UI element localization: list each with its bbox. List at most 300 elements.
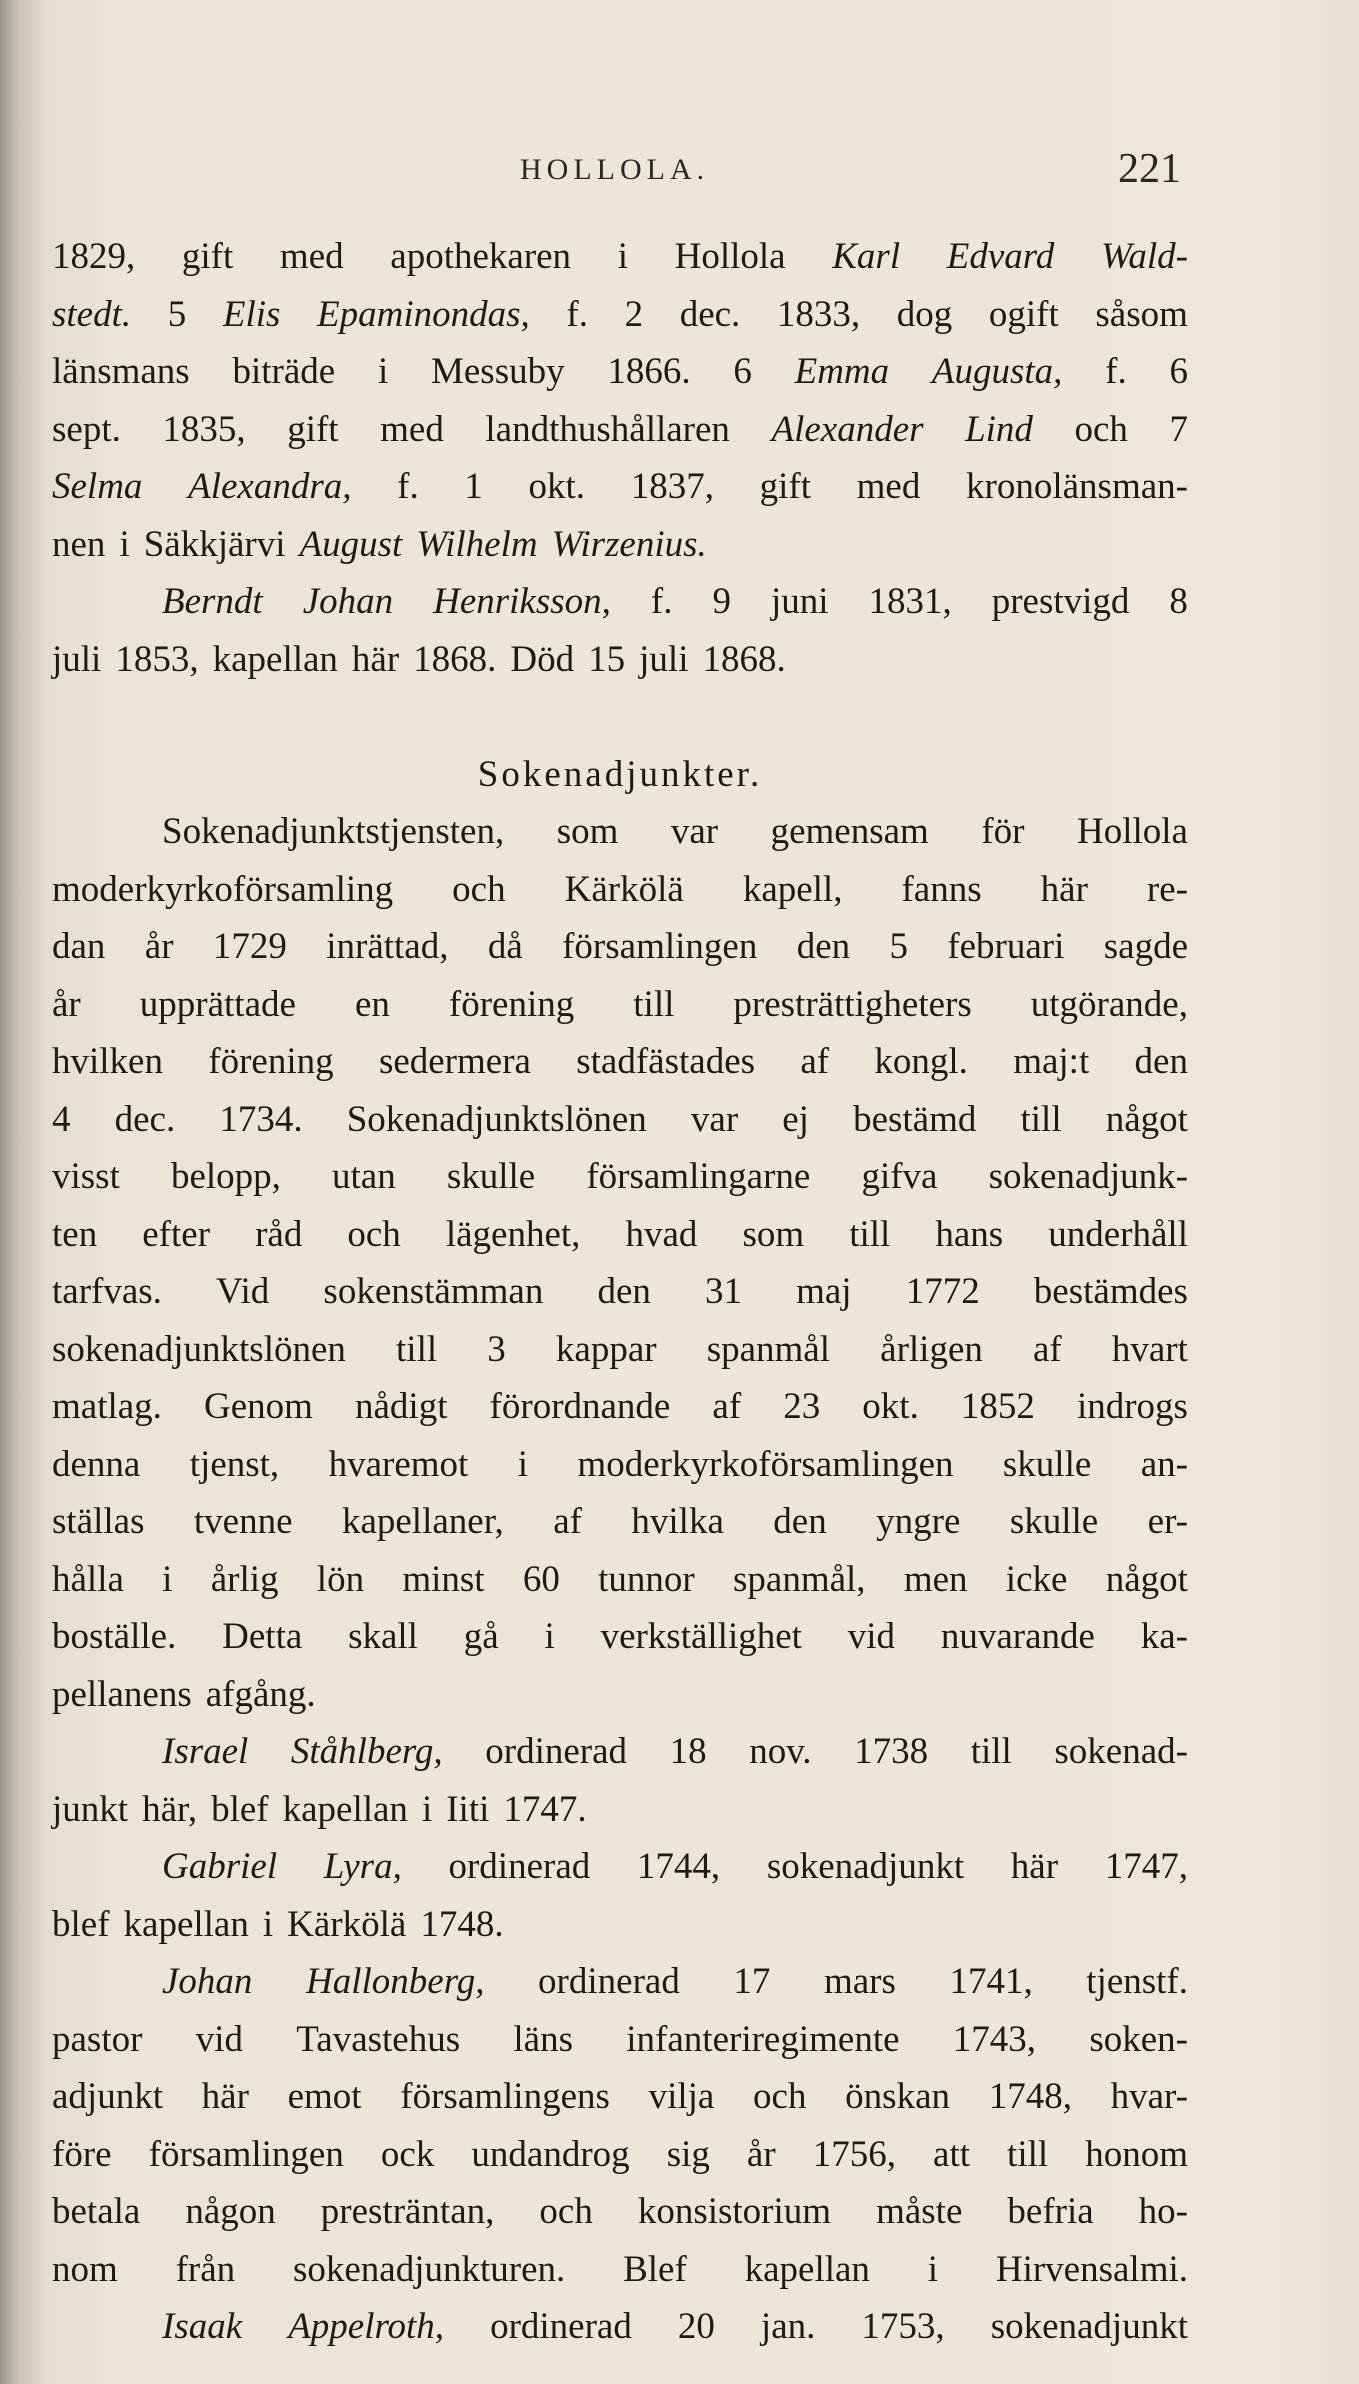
text-line <box>52 803 1188 861</box>
word: med <box>380 408 444 450</box>
word: pellanens <box>52 1673 192 1715</box>
word: i <box>421 1788 433 1830</box>
word: hvaremot <box>328 1443 469 1485</box>
word: Edvard <box>946 236 1055 277</box>
word: Kärkölä <box>564 868 684 910</box>
word: stedt. <box>52 293 132 335</box>
word: 1738 <box>854 1731 929 1772</box>
word: år <box>746 2133 776 2175</box>
text-line <box>52 1378 1188 1436</box>
word: Epaminondas, <box>317 293 530 335</box>
text-line <box>52 1666 1188 1724</box>
word: dog <box>896 293 953 335</box>
word: i <box>544 1616 555 1657</box>
word: Sokenadjunktslönen <box>346 1098 647 1140</box>
word: moderkyrkoförsamlingen <box>577 1443 954 1485</box>
word: bestämd <box>853 1098 977 1140</box>
word: Lind <box>965 408 1033 450</box>
word: Berndt <box>162 581 263 622</box>
word: kappar <box>555 1328 657 1370</box>
word: vid <box>847 1616 896 1657</box>
text-line <box>52 458 1188 516</box>
word: undandrog <box>471 2133 630 2175</box>
word: lön <box>316 1558 365 1600</box>
word: Messuby <box>430 351 565 392</box>
word: hvad <box>625 1213 698 1255</box>
word: 15 <box>588 638 626 680</box>
word: år <box>52 983 81 1025</box>
text-line <box>52 2298 1188 2356</box>
text-line <box>52 631 1188 689</box>
word: vid <box>195 2018 243 2060</box>
word: dec. <box>114 1098 176 1140</box>
word: soken- <box>1089 2018 1188 2060</box>
word: 1743, <box>952 2018 1037 2060</box>
word: Detta <box>222 1616 303 1657</box>
word: honom <box>1085 2133 1188 2175</box>
word: 1866. <box>607 351 691 392</box>
page-number: 221 <box>1118 146 1181 192</box>
word: spanmål <box>706 1328 831 1370</box>
word: spanmål, <box>733 1558 866 1600</box>
word: länsmans <box>52 351 190 392</box>
text-line <box>52 228 1188 286</box>
word: i <box>119 523 130 565</box>
word: adjunkt <box>52 2076 163 2117</box>
word: 1835, <box>162 408 246 450</box>
word: er- <box>1147 1501 1188 1542</box>
text-line <box>52 861 1188 919</box>
word: hvart <box>1111 1328 1188 1370</box>
word: tarfvas. <box>52 1271 162 1312</box>
word: Ståhlberg, <box>290 1731 443 1772</box>
word: 2 <box>624 293 644 335</box>
word: juli <box>52 638 102 680</box>
word: 1852 <box>960 1386 1035 1427</box>
word: 1831, <box>868 581 952 622</box>
text-line <box>52 918 1188 976</box>
text-line <box>52 688 1188 746</box>
word: 1734. <box>219 1098 303 1140</box>
word: Hollola <box>674 236 786 277</box>
word: kronolänsman- <box>966 466 1188 507</box>
word: Genom <box>204 1386 313 1427</box>
word: 60 <box>522 1558 560 1600</box>
word: hvar- <box>1110 2076 1188 2117</box>
word: med <box>856 466 921 507</box>
word: den <box>773 1501 827 1542</box>
word: biträde <box>232 351 336 392</box>
word: Iiti <box>446 1788 490 1830</box>
word: infanteriregimente <box>626 2018 900 2060</box>
word: sig <box>666 2133 710 2175</box>
word: yngre <box>876 1501 961 1542</box>
word: Karl <box>832 236 901 277</box>
word: Vid <box>216 1271 270 1312</box>
word: var <box>670 811 719 852</box>
text-line <box>52 2241 1188 2299</box>
word: här <box>351 638 400 680</box>
text-line <box>52 2126 1188 2184</box>
word: Isaak <box>162 2306 243 2347</box>
word: i <box>162 1558 173 1600</box>
word: till <box>1020 1098 1062 1140</box>
word: Sokenadjunktstjensten, <box>162 811 505 852</box>
word: nom <box>52 2248 118 2290</box>
word: 7 <box>1169 408 1188 450</box>
word: 1747, <box>1104 1846 1188 1887</box>
word: 1 <box>464 466 483 507</box>
word: 5 <box>889 926 908 967</box>
word: moderkyrkoförsamling <box>52 868 394 910</box>
text-line <box>52 2183 1188 2241</box>
word: den <box>597 1271 651 1312</box>
text-line <box>52 343 1188 401</box>
word: 1756, <box>812 2133 896 2175</box>
word: ogift <box>988 293 1059 335</box>
word: här <box>1010 1846 1059 1887</box>
word: ho- <box>1138 2191 1188 2232</box>
word: ställas <box>52 1501 145 1542</box>
word: församlingen <box>148 2133 344 2175</box>
word: an- <box>1140 1443 1188 1485</box>
text-line <box>52 1551 1188 1609</box>
word: 3 <box>487 1328 506 1370</box>
word: 4 <box>52 1098 71 1140</box>
word: verkställighet <box>600 1616 802 1657</box>
text-line <box>52 1091 1188 1149</box>
word: en <box>354 983 390 1025</box>
word: gå <box>463 1616 499 1657</box>
text-line <box>52 1896 1188 1954</box>
word: Emma <box>794 351 890 392</box>
word: önskan <box>845 2076 950 2117</box>
word: 23 <box>783 1386 821 1427</box>
word: såsom <box>1095 293 1188 335</box>
word: och <box>452 868 506 910</box>
word: dan <box>52 926 106 967</box>
word: före <box>52 2133 112 2175</box>
word: skulle <box>446 1156 536 1197</box>
word: Hallonberg, <box>306 1961 485 2002</box>
word: Elis <box>222 293 281 335</box>
word: sokenadjunkt <box>766 1846 965 1887</box>
word: 6 <box>1169 351 1188 392</box>
word: sokenstämman <box>323 1271 544 1312</box>
word: här <box>201 2076 249 2117</box>
word: vilja <box>648 2076 715 2117</box>
word: Wilhelm <box>416 523 538 565</box>
word: 1748, <box>988 2076 1072 2117</box>
word: belopp, <box>170 1156 281 1197</box>
word: 5 <box>167 293 187 335</box>
text-line <box>52 1033 1188 1091</box>
word: 6 <box>733 351 752 392</box>
word: presträttigheters <box>733 983 972 1025</box>
word: tvenne <box>193 1501 293 1542</box>
text-line <box>52 1436 1188 1494</box>
word: betala <box>52 2191 141 2232</box>
text-line <box>52 573 1188 631</box>
word: mars <box>823 1961 896 2002</box>
word: den <box>796 926 851 967</box>
word: Johan <box>162 1961 253 2002</box>
text-line <box>52 401 1188 459</box>
word: som <box>556 811 619 852</box>
word: gift <box>759 466 811 507</box>
word: skulle <box>1009 1501 1099 1542</box>
word: Alexandra, <box>188 466 352 507</box>
word: icke <box>1005 1558 1068 1600</box>
text-line <box>52 516 1188 574</box>
word: kapellan <box>282 1788 408 1830</box>
word: utgörande, <box>1030 983 1188 1025</box>
word: 1753, <box>861 2306 945 2347</box>
word: 1741, <box>949 1961 1033 2002</box>
word: inrättad, <box>326 926 449 967</box>
word: gifva <box>861 1156 938 1197</box>
word: Selma <box>52 466 143 507</box>
text-line <box>52 1838 1188 1896</box>
word: blef <box>52 1903 110 1945</box>
word: Kärkölä <box>287 1903 407 1945</box>
word: 8 <box>1169 581 1188 622</box>
word: befria <box>1007 2191 1094 2232</box>
word: tunnor <box>598 1558 695 1600</box>
word: presträntan, <box>320 2191 495 2232</box>
word: konsistorium <box>637 2191 832 2232</box>
word: till <box>970 1731 1012 1772</box>
word: någon <box>185 2191 276 2232</box>
word: denna <box>52 1443 141 1485</box>
word: 1829, <box>52 236 136 277</box>
word: tjenstf. <box>1086 1961 1188 2002</box>
word: sagde <box>1103 926 1188 967</box>
word: Israel <box>162 1731 249 1772</box>
word: sept. <box>52 408 121 450</box>
word: sokenadjunktslönen <box>52 1328 346 1370</box>
word: i <box>617 236 628 277</box>
word: re- <box>1146 868 1188 910</box>
word: i <box>927 2248 939 2290</box>
word: hålla <box>52 1558 124 1600</box>
word: kongl. <box>874 1041 968 1082</box>
word: råd <box>255 1213 303 1255</box>
text-line <box>52 1148 1188 1206</box>
word: af <box>800 1041 830 1082</box>
word: dec. <box>679 293 741 335</box>
word: hvilka <box>631 1501 724 1542</box>
word: 18 <box>669 1731 707 1772</box>
word: Lyra, <box>323 1846 402 1887</box>
word: 31 <box>704 1271 742 1312</box>
word: något <box>1105 1098 1188 1140</box>
word: utan <box>332 1156 396 1197</box>
word: skulle <box>1002 1443 1092 1485</box>
word: pastor <box>52 2018 143 2060</box>
word: kapellaner, <box>341 1501 504 1542</box>
word: Augusta, <box>931 351 1063 392</box>
text-line <box>52 976 1188 1034</box>
text-line <box>52 1781 1188 1839</box>
word: och <box>753 2076 807 2117</box>
word: stadfästades <box>576 1041 756 1082</box>
word: nen <box>52 523 106 565</box>
word: underhåll <box>1048 1213 1188 1255</box>
word: Johan <box>302 581 394 622</box>
word: läns <box>513 2018 573 2060</box>
word: 17 <box>733 1961 771 2002</box>
word: 1744, <box>636 1846 721 1887</box>
word: sedermera <box>378 1041 531 1082</box>
word: då <box>487 926 523 967</box>
word: juli <box>639 638 689 680</box>
running-title: HOLLOLA. <box>520 153 710 186</box>
word: och <box>539 2191 593 2232</box>
word: som <box>742 1213 805 1255</box>
word: från <box>175 2248 236 2290</box>
word: församlingens <box>400 2076 610 2117</box>
word: 1853, <box>115 638 199 680</box>
word: landthushållaren <box>485 408 730 450</box>
word: upprättade <box>139 983 296 1025</box>
word: församlingen <box>562 926 758 967</box>
word: efter <box>142 1213 211 1255</box>
word: juni <box>770 581 829 622</box>
word: till <box>396 1328 438 1370</box>
word: Alexander <box>771 408 924 450</box>
word: till <box>849 1213 891 1255</box>
word: skall <box>348 1616 418 1657</box>
word: maj <box>796 1271 852 1312</box>
word: ordinerad <box>490 2306 632 2347</box>
word: till <box>1007 2133 1049 2175</box>
word: något <box>1105 1558 1188 1600</box>
word: hvilken <box>52 1041 163 1082</box>
word: indrogs <box>1076 1386 1188 1427</box>
word: Henriksson, <box>433 581 611 622</box>
word: hans <box>935 1213 1004 1255</box>
word: ordinerad <box>538 1961 680 2002</box>
word: 1729 <box>212 926 287 967</box>
word: kapellan <box>123 1903 249 1945</box>
word: och <box>1074 408 1128 450</box>
word: sokenadjunk- <box>988 1156 1188 1197</box>
text-line <box>52 1723 1188 1781</box>
text-line <box>52 2068 1188 2126</box>
word: Appelroth, <box>288 2306 445 2347</box>
word: årlig <box>210 1558 279 1600</box>
word: förening <box>448 983 575 1025</box>
word: gift <box>287 408 339 450</box>
text-line <box>52 2011 1188 2069</box>
word: bestämdes <box>1033 1271 1188 1312</box>
word: sokenad- <box>1054 1731 1188 1772</box>
word: att <box>933 2133 970 2175</box>
word: nov. <box>749 1731 812 1772</box>
word: 1868. <box>413 638 497 680</box>
word: 1748. <box>420 1903 504 1945</box>
word: sokenadjunkt <box>990 2306 1188 2347</box>
word: Gabriel <box>162 1846 278 1887</box>
word: nådigt <box>355 1386 448 1427</box>
word: matlag. <box>52 1386 162 1427</box>
word: ordinerad <box>448 1846 591 1887</box>
word: emot <box>287 2076 362 2117</box>
text-line <box>52 1608 1188 1666</box>
word: Hollola <box>1076 811 1188 852</box>
word: 1837, <box>630 466 714 507</box>
word: år <box>144 926 174 967</box>
word: ordinerad <box>485 1731 628 1772</box>
word: boställe. <box>52 1616 177 1657</box>
word: visst <box>52 1156 120 1197</box>
word: Sokenadjunkter. <box>477 753 763 795</box>
word: 20 <box>677 2306 715 2347</box>
word: af <box>1033 1328 1062 1370</box>
word: nuvarande <box>940 1616 1095 1657</box>
word: afgång. <box>205 1673 316 1715</box>
word: gemensam <box>770 811 929 852</box>
word: jan. <box>760 2306 816 2347</box>
word: årligen <box>880 1328 983 1370</box>
word: 1833, <box>776 293 861 335</box>
word: f. <box>1105 351 1127 392</box>
word: måste <box>876 2191 963 2232</box>
word: var <box>690 1098 739 1140</box>
word: August <box>299 523 403 565</box>
text-line <box>52 1493 1188 1551</box>
word: af <box>712 1386 742 1427</box>
word: ka- <box>1140 1616 1188 1657</box>
word: i <box>517 1443 529 1485</box>
word: kapellan <box>212 638 338 680</box>
word: Säkkjärvi <box>143 523 286 565</box>
word: af <box>553 1501 582 1542</box>
word: 9 <box>712 581 731 622</box>
word: tjenst, <box>189 1443 280 1485</box>
word: okt. <box>862 1386 919 1427</box>
word: här, <box>142 1788 198 1830</box>
word: ej <box>782 1098 809 1140</box>
word: Hirvensalmi. <box>995 2248 1188 2290</box>
word: ock <box>380 2133 435 2175</box>
word: kapellan <box>744 2248 870 2290</box>
word: f. <box>566 293 588 335</box>
word: f. <box>650 581 673 622</box>
word: okt. <box>528 466 586 507</box>
running-head <box>0 145 1359 193</box>
word: apothekaren <box>390 236 572 277</box>
word: och <box>347 1213 401 1255</box>
word: 1772 <box>905 1271 980 1312</box>
word: den <box>1134 1041 1188 1082</box>
word: med <box>279 236 344 277</box>
word: sokenadjunkturen. <box>292 2248 566 2290</box>
word: kapell, <box>742 868 843 910</box>
word: här <box>1040 868 1088 910</box>
word: till <box>633 983 675 1025</box>
body-text <box>52 228 1188 2356</box>
word: februari <box>947 926 1065 967</box>
word: 1868. <box>702 638 786 680</box>
word: Död <box>510 638 575 680</box>
word: Wirzenius. <box>551 523 707 565</box>
word: Wald- <box>1100 236 1188 277</box>
text-line <box>52 1206 1188 1264</box>
text-line <box>52 286 1188 344</box>
word: lägenhet, <box>445 1213 581 1255</box>
